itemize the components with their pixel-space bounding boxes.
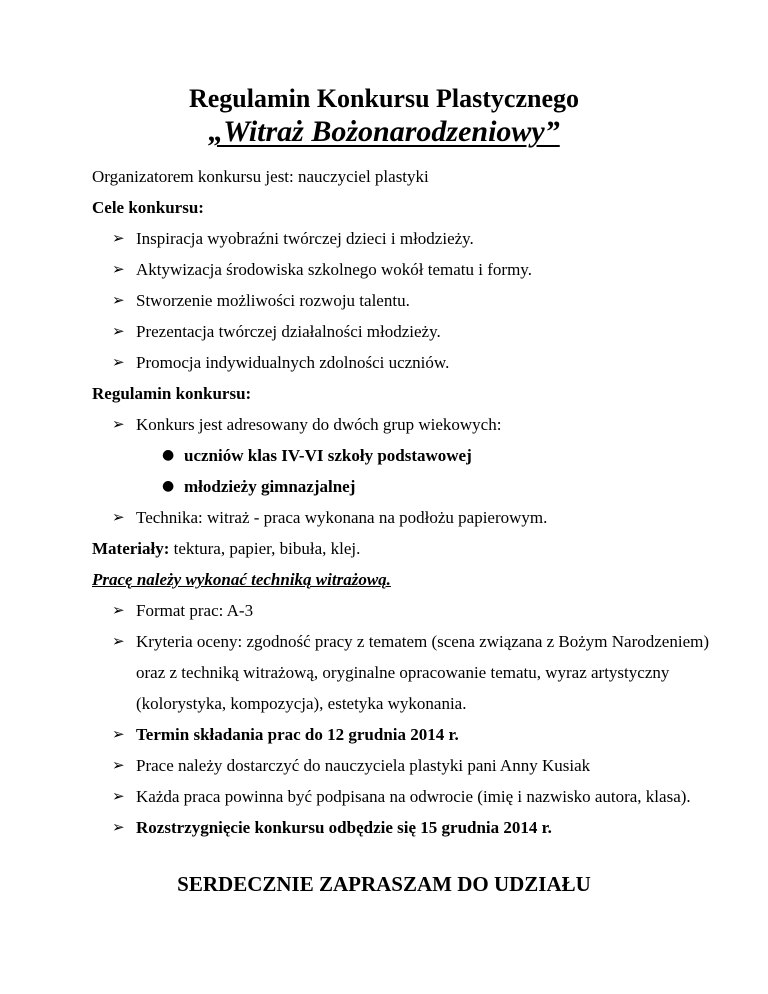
arrowhead-bullet-icon: ➢ [112, 601, 125, 619]
goals-heading: Cele konkursu: [92, 198, 204, 217]
materials-text: tektura, papier, bibuła, klej. [169, 539, 361, 558]
document-subtitle: „Witraż Bożonarodzeniowy” [208, 115, 560, 148]
detail-item: ➢ Kryteria oceny: zgodność pracy z tematem (scena związana z Bożym Narodzeniem) oraz z techniką witrażową, oryginalne opracowanie tematu, wyraz artystyczny (kolorystyka, kompozycja), estetyka wykonania. [92, 626, 712, 719]
materials-line [92, 533, 712, 564]
goal-item: ➢ Stworzenie możliwości rozwoju talentu. [92, 285, 712, 316]
goal-item: ➢ Promocja indywidualnych zdolności uczniów. [92, 347, 712, 378]
detail-item: ➢ Format prac: A-3 [92, 595, 712, 626]
goal-item: ➢ Inspiracja wyobraźni twórczej dzieci i młodzieży. [92, 223, 712, 254]
round-bullet-icon: ● [162, 478, 175, 494]
goal-item: ➢ Prezentacja twórczej działalności młodzieży. [92, 316, 712, 347]
instruction-text: Pracę należy wykonać techniką witrażową. [92, 570, 391, 589]
arrowhead-bullet-icon: ➢ [112, 632, 125, 650]
detail-item: ➢ Każda praca powinna być podpisana na odwrocie (imię i nazwisko autora, klasa). [92, 781, 712, 812]
arrowhead-bullet-icon: ➢ [112, 756, 125, 774]
rules-item: ➢ Technika: witraż - praca wykonana na podłożu papierowym. [92, 502, 712, 533]
organizer-line: Organizatorem konkursu jest: nauczyciel plastyki [92, 167, 429, 186]
round-bullet-icon: ● [162, 447, 175, 463]
age-group-item: ● uczniów klas IV-VI szkoły podstawowej [92, 440, 712, 471]
arrowhead-bullet-icon: ➢ [112, 725, 125, 743]
detail-item: ➢ Rozstrzygnięcie konkursu odbędzie się 15 grudnia 2014 r. [92, 812, 712, 843]
materials-label: Materiały: [92, 539, 170, 558]
arrowhead-bullet-icon: ➢ [112, 229, 125, 247]
arrowhead-bullet-icon: ➢ [112, 322, 125, 340]
arrowhead-bullet-icon: ➢ [112, 291, 125, 309]
arrowhead-bullet-icon: ➢ [112, 415, 125, 433]
arrowhead-bullet-icon: ➢ [112, 353, 125, 371]
detail-item: ➢ Termin składania prac do 12 grudnia 2014 r. [92, 719, 712, 750]
document-title: Regulamin Konkursu Plastycznego [188, 84, 580, 113]
arrowhead-bullet-icon: ➢ [112, 508, 125, 526]
instruction-line [92, 564, 712, 595]
document-body [92, 161, 712, 843]
arrowhead-bullet-icon: ➢ [112, 787, 125, 805]
rules-item: ➢ Konkurs jest adresowany do dwóch grup wiekowych: [92, 409, 712, 440]
arrowhead-bullet-icon: ➢ [112, 260, 125, 278]
age-group-item: ● młodzieży gimnazjalnej [92, 471, 712, 502]
arrowhead-bullet-icon: ➢ [112, 818, 125, 836]
closing-text: SERDECZNIE ZAPRASZAM DO UDZIAŁU [177, 872, 591, 896]
goal-item: ➢ Aktywizacja środowiska szkolnego wokół tematu i formy. [92, 254, 712, 285]
detail-item: ➢ Prace należy dostarczyć do nauczyciela plastyki pani Anny Kusiak [92, 750, 712, 781]
rules-heading: Regulamin konkursu: [92, 384, 252, 403]
